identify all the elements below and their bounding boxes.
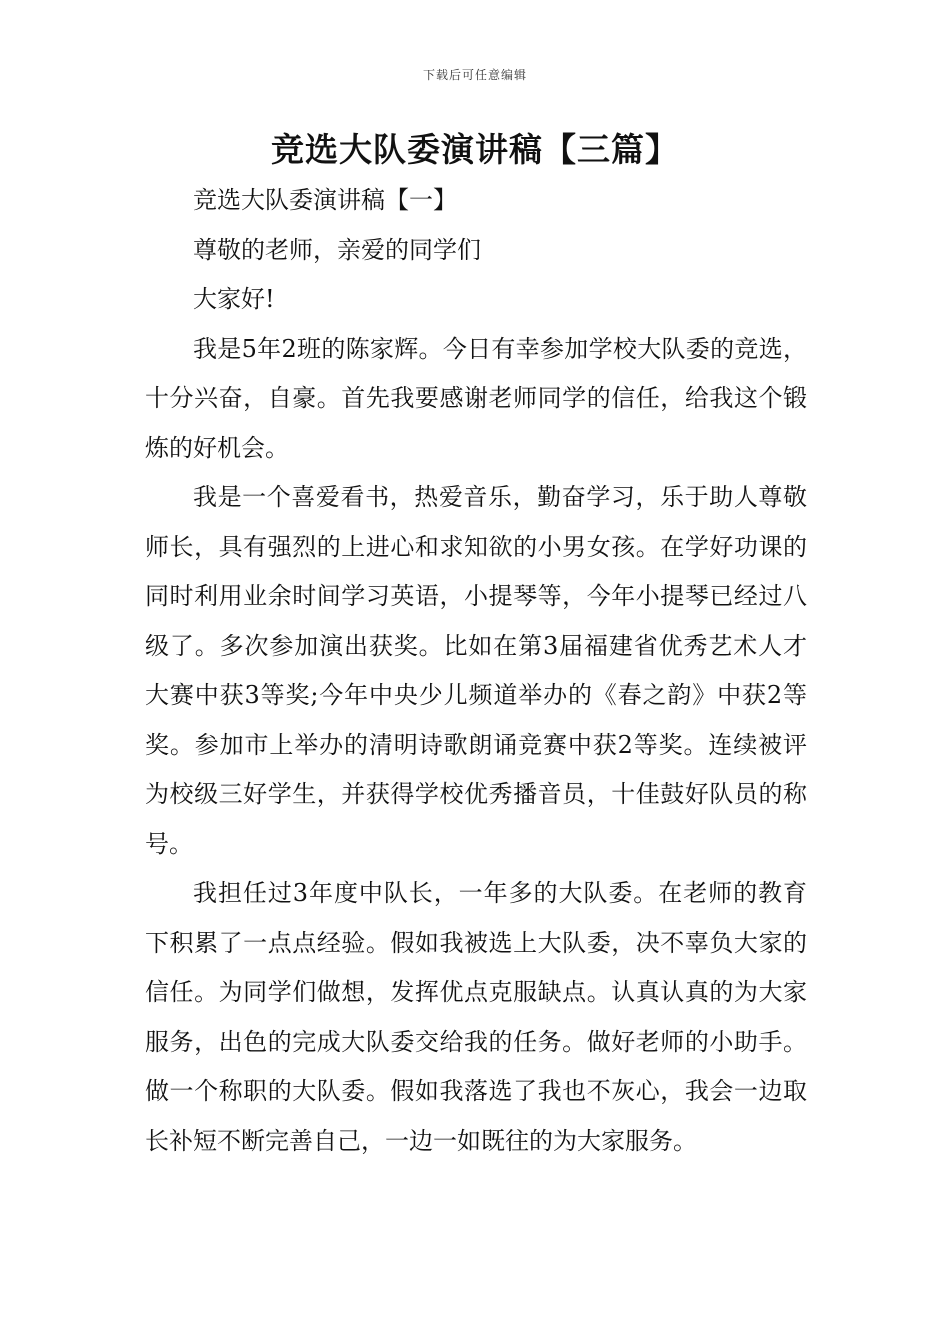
section-heading: 竞选大队委演讲稿【一】 <box>193 186 457 214</box>
body-paragraph: 我担任过3年度中队长，一年多的大队委。在老师的教育下积累了一点点经验。假如我被选上大队委，决不辜负大家的信任。为同学们做想，发挥优点克服缺点。认真认真的为大家服务，出色的完成大队委交给我的任务。做好老师的小助手。做一个称职的大队委。假如我落选了我也不灰心，我会一边取长补短不断完善自己，一边一如既往的为大家服务。 <box>145 879 807 1155</box>
body-paragraph: 我是5年2班的陈家辉。今日有幸参加学校大队委的竞选，十分兴奋，自豪。首先我要感谢老师同学的信任，给我这个锻炼的好机会。 <box>145 334 807 462</box>
greeting: 大家好! <box>193 285 275 313</box>
document-title: 竞选大队委演讲稿【三篇】 <box>271 130 679 169</box>
salutation: 尊敬的老师，亲爱的同学们 <box>193 235 481 264</box>
document-body <box>145 176 807 1166</box>
body-paragraph: 我是一个喜爱看书，热爱音乐，勤奋学习，乐于助人尊敬师长，具有强烈的上进心和求知欲的小男女孩。在学好功课的同时利用业余时间学习英语，小提琴等，今年小提琴已经过八级了。多次参加演出获奖。比如在第3届福建省优秀艺术人才大赛中获3等奖;今年中央少儿频道举办的《春之韵》中获2等奖。参加市上举办的清明诗歌朗诵竞赛中获2等奖。连续被评为校级三好学生，并获得学校优秀播音员，十佳鼓好队员的称号。 <box>145 483 807 858</box>
header-note: 下载后可任意编辑 <box>422 68 527 82</box>
